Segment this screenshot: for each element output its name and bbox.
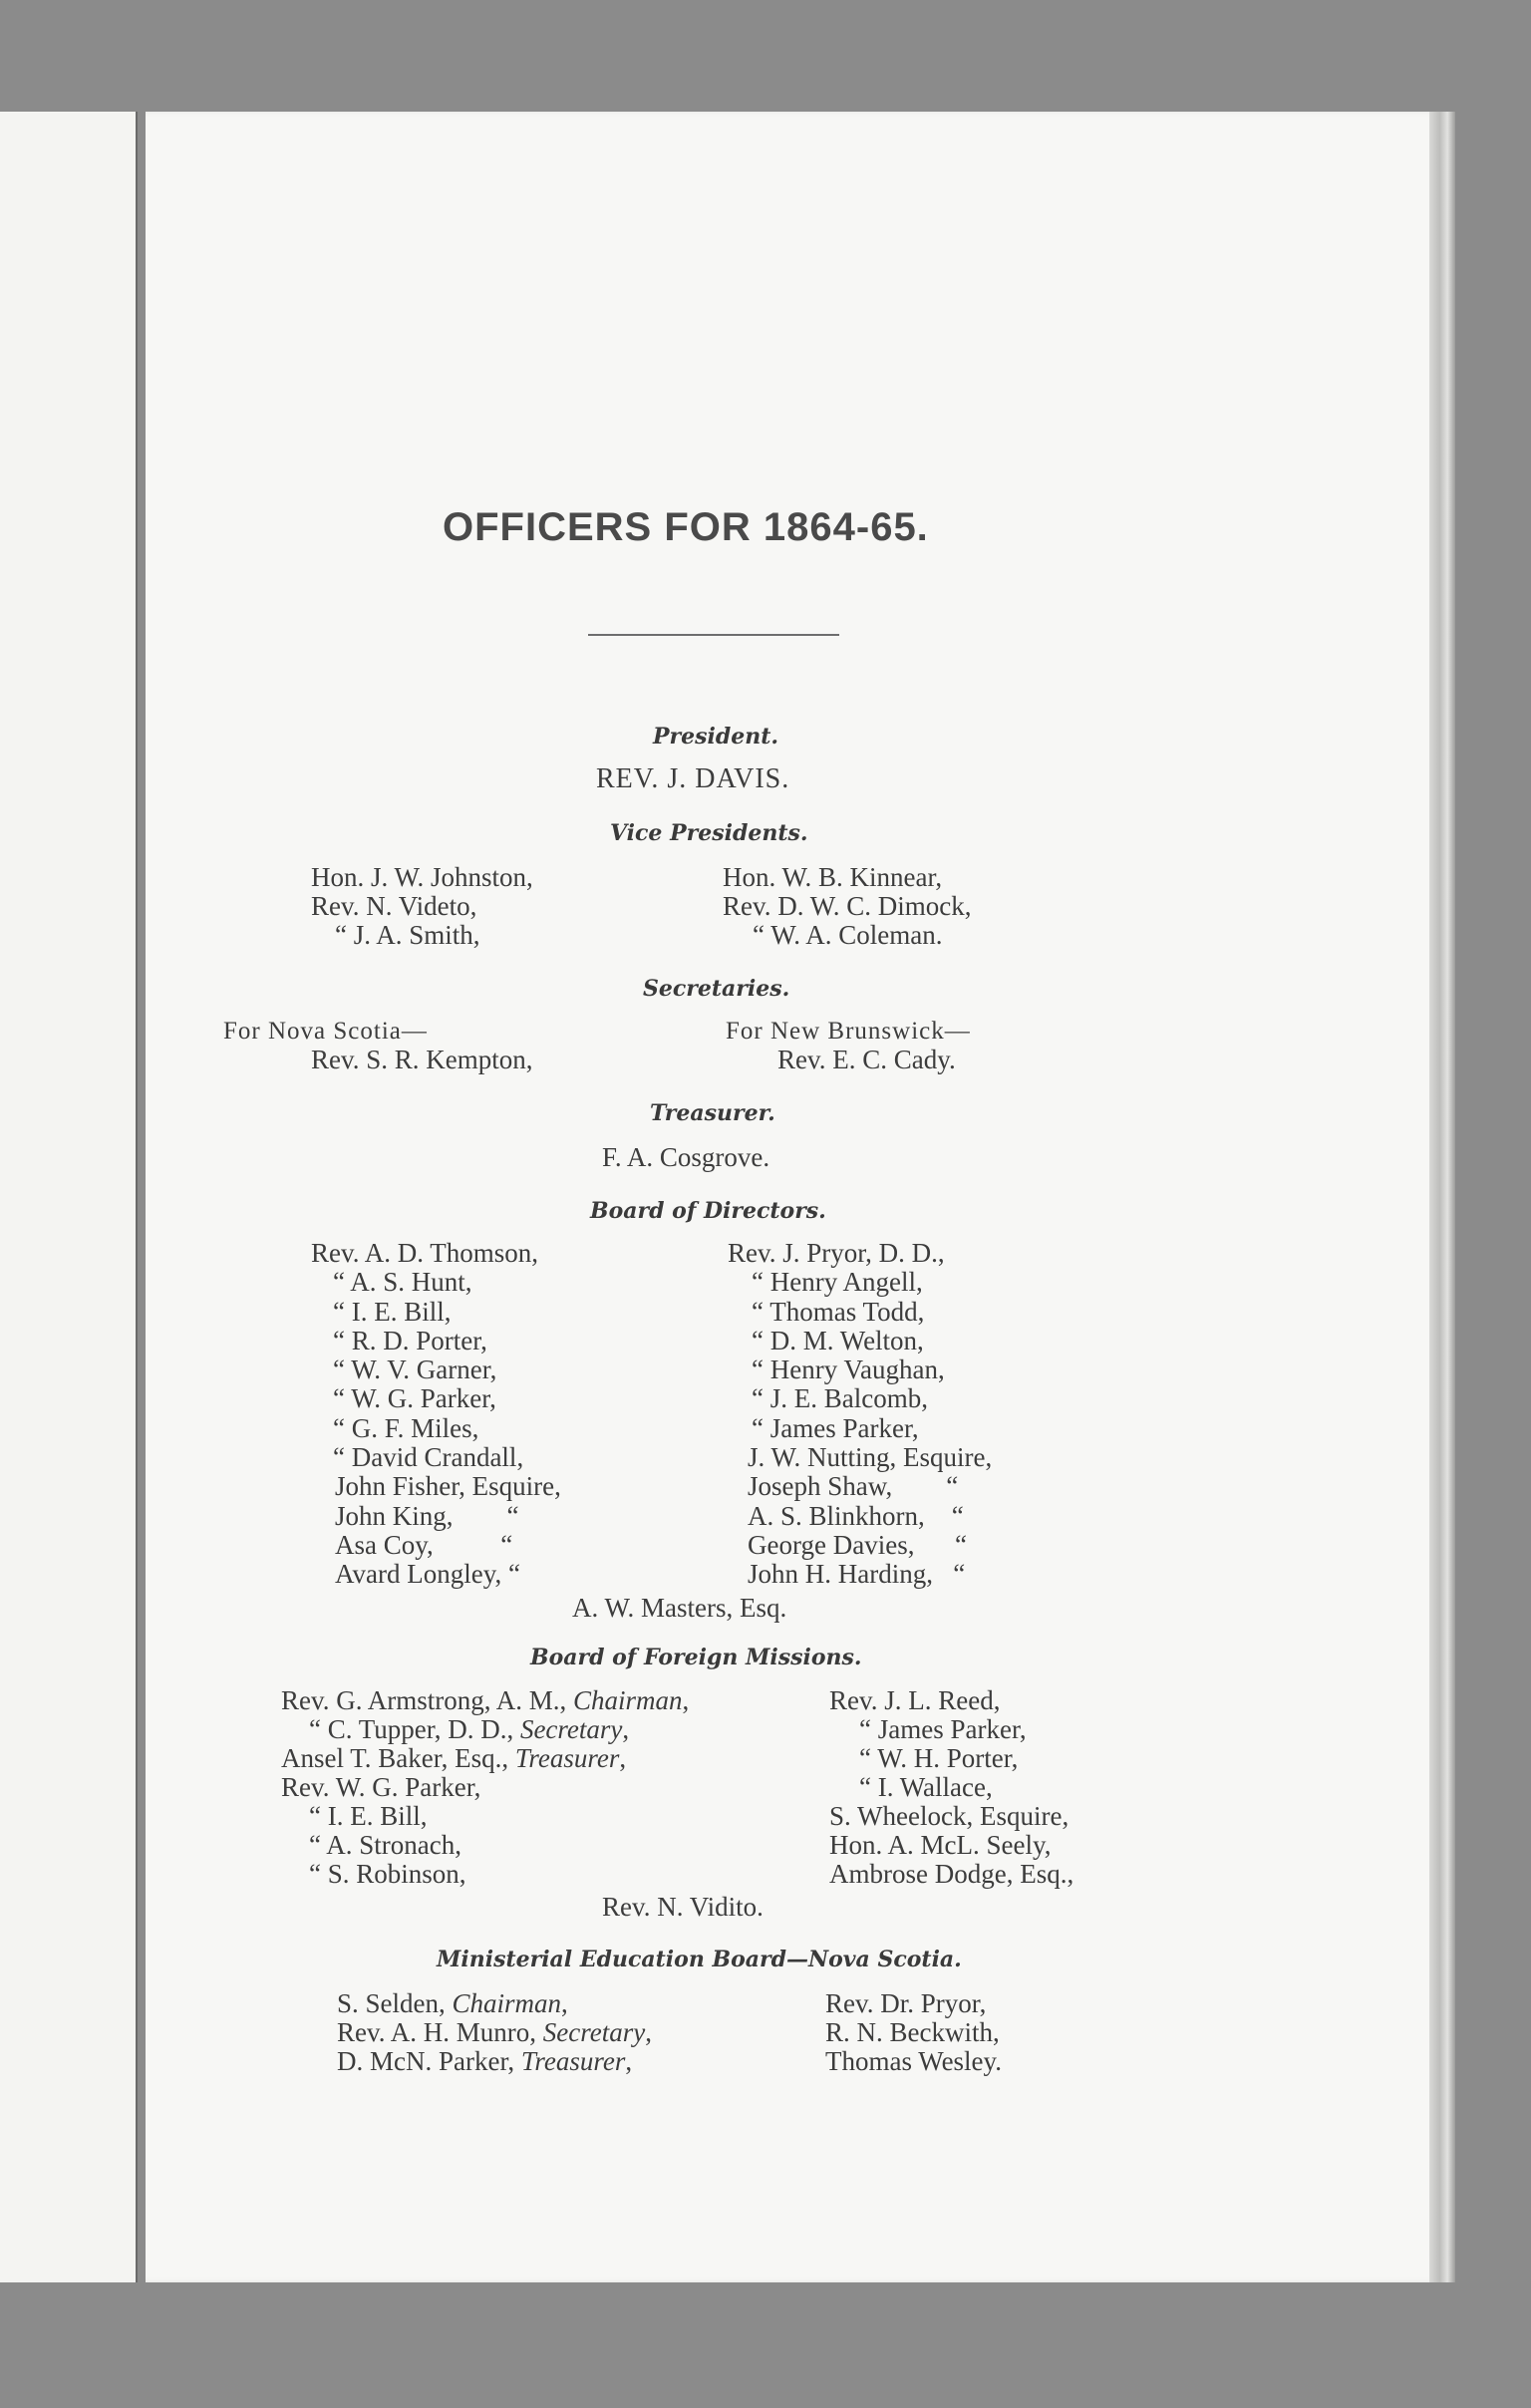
list-item: Rev. D. W. C. Dimock, xyxy=(723,891,972,921)
vice-presidents-heading: Vice Presidents. xyxy=(610,820,808,846)
list-item xyxy=(337,1989,652,2018)
member-name: “ C. Tupper, D. D., xyxy=(309,1714,520,1744)
foreign-missions-heading: Board of Foreign Missions. xyxy=(530,1645,862,1670)
list-item: “ W. G. Parker, xyxy=(333,1383,496,1414)
foreign-missions-right xyxy=(829,1686,1073,1889)
treasurer-name: F. A. Cosgrove. xyxy=(602,1142,770,1172)
list-item xyxy=(309,1715,717,1744)
list-item: “ J. A. Smith, xyxy=(335,920,480,950)
list-item: John Fisher, Esquire, xyxy=(335,1471,561,1502)
list-item xyxy=(337,2018,652,2047)
list-item xyxy=(309,1860,717,1889)
vice-presidents-left xyxy=(311,863,533,950)
secretary-nova-scotia-name: Rev. S. R. Kempton, xyxy=(311,1045,533,1074)
list-item: “ W. H. Porter, xyxy=(859,1743,1019,1773)
member-name: Rev. A. H. Munro, xyxy=(337,2017,543,2047)
punctuation: , xyxy=(682,1685,690,1715)
list-item: Rev. J. Pryor, D. D., xyxy=(728,1238,945,1268)
member-role: Treasurer xyxy=(514,1743,620,1773)
list-item xyxy=(309,1802,717,1831)
list-item: Hon. W. B. Kinnear, xyxy=(723,862,943,892)
list-item: “ D. M. Welton, xyxy=(752,1325,924,1355)
list-item: Asa Coy, “ xyxy=(335,1529,513,1560)
punctuation: , xyxy=(561,1988,568,2018)
member-name: D. McN. Parker, xyxy=(337,2046,521,2076)
list-item xyxy=(281,1744,689,1773)
list-item: “ James Parker, xyxy=(859,1714,1027,1744)
member-name: “ S. Robinson, xyxy=(309,1859,466,1889)
list-item: “ R. D. Porter, xyxy=(333,1325,487,1355)
member-role: Secretary xyxy=(519,1714,623,1744)
list-item: “ James Parker, xyxy=(752,1412,919,1443)
directors-left xyxy=(311,1238,561,1590)
list-item xyxy=(309,1831,717,1860)
ministerial-education-left xyxy=(337,1989,652,2076)
president-name: REV. J. DAVIS. xyxy=(596,763,790,794)
punctuation: , xyxy=(625,2046,633,2076)
list-item: Rev. N. Videto, xyxy=(311,891,477,921)
list-item: Rev. J. L. Reed, xyxy=(829,1685,1001,1715)
secretary-new-brunswick-name: Rev. E. C. Cady. xyxy=(777,1045,956,1074)
foreign-missions-left xyxy=(281,1686,689,1889)
list-item: “ Henry Angell, xyxy=(752,1267,923,1298)
list-item: S. Wheelock, Esquire, xyxy=(829,1801,1070,1831)
member-role: Chairman xyxy=(573,1685,683,1715)
member-name: S. Selden, xyxy=(337,1988,453,2018)
list-item: Thomas Wesley. xyxy=(825,2046,1003,2076)
list-item: “ J. E. Balcomb, xyxy=(752,1383,928,1414)
list-item: “ I. Wallace, xyxy=(859,1772,993,1802)
directors-last: A. W. Masters, Esq. xyxy=(572,1593,787,1623)
list-item xyxy=(337,2047,652,2076)
list-item: Hon. A. McL. Seely, xyxy=(829,1830,1052,1860)
member-name: “ A. Stronach, xyxy=(309,1830,461,1860)
list-item: “ W. V. Garner, xyxy=(333,1354,497,1385)
facing-page xyxy=(0,112,138,2282)
punctuation: , xyxy=(645,2017,652,2047)
punctuation: , xyxy=(622,1714,630,1744)
list-item: J. W. Nutting, Esquire, xyxy=(748,1442,993,1473)
list-item: “ A. S. Hunt, xyxy=(333,1267,472,1298)
secretary-new-brunswick-label: For New Brunswick— xyxy=(726,1018,971,1045)
list-item: “ W. A. Coleman. xyxy=(753,920,943,950)
member-name: Rev. G. Armstrong, A. M., xyxy=(281,1685,574,1715)
member-role: Secretary xyxy=(542,2017,646,2047)
list-item: A. S. Blinkhorn, “ xyxy=(748,1500,964,1531)
board-of-directors-heading: Board of Directors. xyxy=(590,1198,826,1224)
ministerial-education-heading: Ministerial Education Board—Nova Scotia. xyxy=(437,1947,962,1972)
list-item: “ Thomas Todd, xyxy=(752,1296,925,1327)
member-name: Rev. W. G. Parker, xyxy=(281,1772,481,1802)
president-heading: President. xyxy=(653,724,779,750)
list-item: “ G. F. Miles, xyxy=(333,1412,479,1443)
list-item: “ Henry Vaughan, xyxy=(752,1354,945,1385)
member-role: Chairman xyxy=(452,1988,562,2018)
list-item: Joseph Shaw, “ xyxy=(748,1471,959,1502)
secretaries-heading: Secretaries. xyxy=(643,976,790,1002)
member-name: “ I. E. Bill, xyxy=(309,1801,428,1831)
directors-right xyxy=(728,1238,993,1590)
member-role: Treasurer xyxy=(520,2046,626,2076)
ministerial-education-right xyxy=(825,1989,1002,2076)
list-item: Avard Longley, “ xyxy=(335,1559,520,1590)
list-item: R. N. Beckwith, xyxy=(825,2017,1000,2047)
title-divider xyxy=(588,634,839,636)
punctuation: , xyxy=(619,1743,627,1773)
list-item: Rev. A. D. Thomson, xyxy=(311,1238,539,1268)
list-item xyxy=(281,1686,689,1715)
foreign-missions-last: Rev. N. Vidito. xyxy=(602,1892,764,1922)
list-item xyxy=(281,1773,689,1802)
page-title: OFFICERS FOR 1864-65. xyxy=(443,505,929,549)
treasurer-heading: Treasurer. xyxy=(650,1100,775,1126)
list-item: Rev. Dr. Pryor, xyxy=(825,1988,987,2018)
list-item: George Davies, “ xyxy=(748,1529,967,1560)
list-item: “ David Crandall, xyxy=(333,1442,524,1473)
list-item: “ I. E. Bill, xyxy=(333,1296,452,1327)
page-edge xyxy=(1429,112,1455,2282)
list-item: Ambrose Dodge, Esq., xyxy=(829,1859,1074,1889)
member-name: Ansel T. Baker, Esq., xyxy=(281,1743,515,1773)
vice-presidents-right xyxy=(723,863,972,950)
list-item: Hon. J. W. Johnston, xyxy=(311,862,533,892)
list-item: John King, “ xyxy=(335,1500,519,1531)
list-item: John H. Harding, “ xyxy=(748,1559,966,1590)
secretary-nova-scotia-label: For Nova Scotia— xyxy=(223,1018,428,1045)
